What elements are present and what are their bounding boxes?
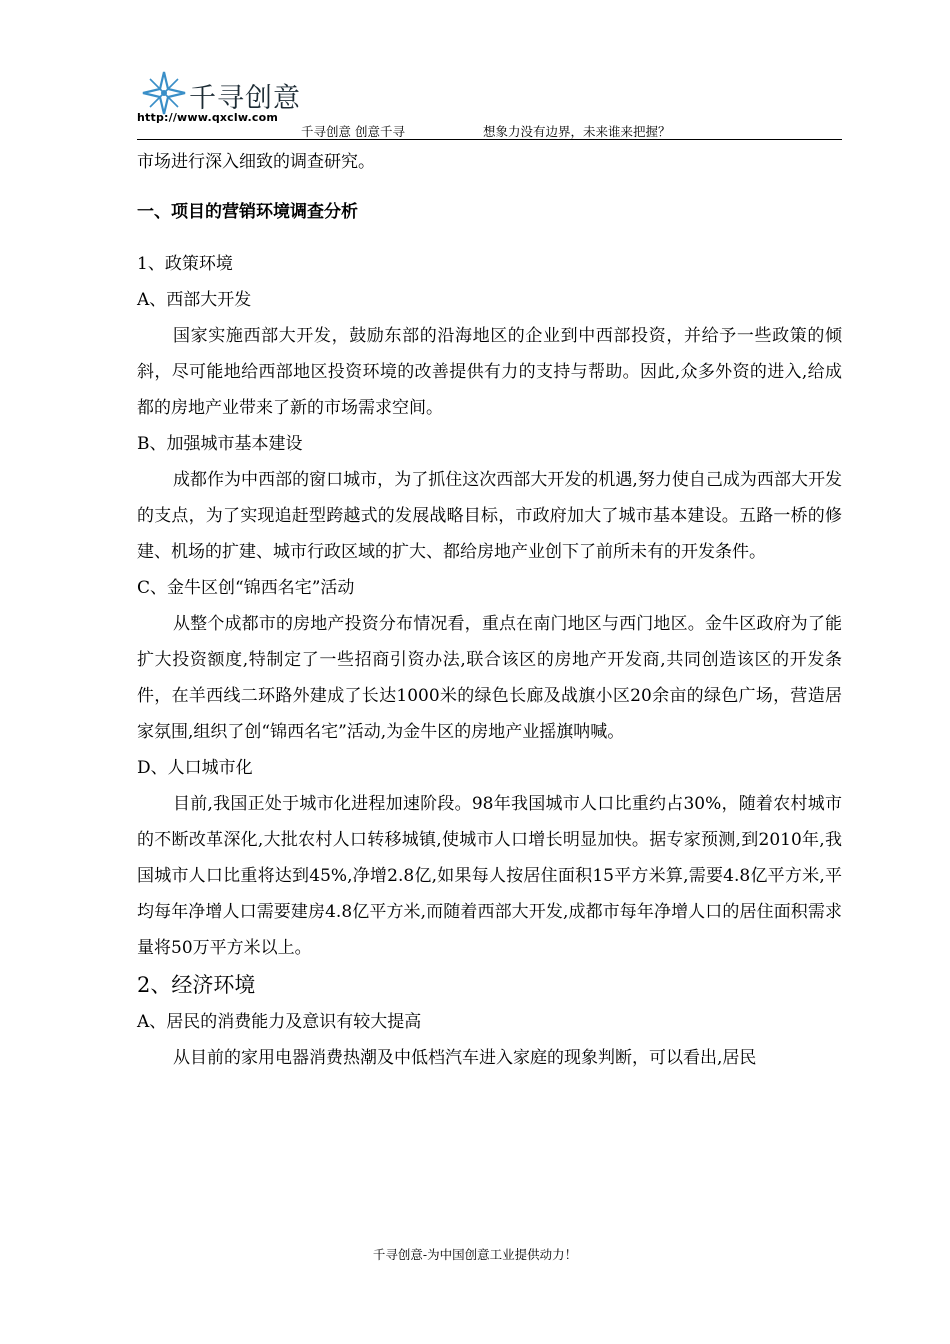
header-tagline-right: 想象力没有边界，未来谁来把握？ [483, 124, 671, 139]
item-2a-title: A、居民的消费能力及意识有较大提高 [137, 1012, 422, 1032]
document-body [137, 144, 842, 1076]
logo-text: 千寻创意 [189, 83, 301, 114]
intro-line: 市场进行深入细致的调查研究。 [137, 152, 375, 172]
item-b-title: B、加强城市基本建设 [137, 434, 303, 454]
item-c-paragraph: 从整个成都市的房地产投资分布情况看，重点在南门地区与西门地区。金牛区政府为了能扩大投资额度,特制定了一些招商引资办法,联合该区的房地产开发商,共同创造该区的开发条件，在羊西线二环路外建成了长达1000米的绿色长廊及战旗小区20余亩的绿色广场，营造居家氛围,组织了创“锦西名宅”活动,为金牛区的房地产业摇旗呐喊。 [137, 614, 842, 742]
item-d-title: D、人口城市化 [137, 758, 253, 778]
subsection-2-title: 2、经济环境 [137, 973, 256, 997]
item-a-title: A、西部大开发 [137, 290, 252, 310]
item-2a-paragraph: 从目前的家用电器消费热潮及中低档汽车进入家庭的现象判断，可以看出,居民 [173, 1048, 757, 1068]
item-c-title: C、金牛区创“锦西名宅”活动 [137, 578, 355, 598]
page-header [137, 62, 842, 140]
item-b-paragraph: 成都作为中西部的窗口城市，为了抓住这次西部大开发的机遇,努力使自己成为西部大开发的支点，为了实现追赶型跨越式的发展战略目标，市政府加大了城市基本建设。五路一桥的修建、机场的扩建、城市行政区域的扩大、都给房地产业创下了前所未有的开发条件。 [137, 470, 842, 562]
header-divider [137, 139, 842, 140]
page-footer: 千寻创意-为中国创意工业提供动力！ [372, 1247, 578, 1262]
header-tagline-left: 千寻创意 创意千寻 [301, 124, 405, 139]
logo-url: http://www.qxclw.com [137, 111, 279, 124]
subsection-title: 1、政策环境 [137, 254, 233, 274]
section-title: 一、项目的营销环境调查分析 [137, 202, 358, 222]
logo-star-icon [141, 70, 187, 116]
item-d-paragraph: 目前,我国正处于城市化进程加速阶段。98年我国城市人口比重约占30%，随着农村城市的不断改革深化,大批农村人口转移城镇,使城市人口增长明显加快。据专家预测,到2010年,我国城市人口比重将达到45%,净增2.8亿,如果每人按居住面积15平方米算,需要4.8亿平方米,平均每年净增人口需要建房4.8亿平方米,而随着西部大开发,成都市每年净增人口的居住面积需求量将50万平方米以上。 [137, 794, 842, 958]
item-a-paragraph: 国家实施西部大开发，鼓励东部的沿海地区的企业到中西部投资，并给予一些政策的倾斜，尽可能地给西部地区投资环境的改善提供有力的支持与帮助。因此,众多外资的进入,给成都的房地产业带来了新的市场需求空间。 [137, 326, 842, 418]
